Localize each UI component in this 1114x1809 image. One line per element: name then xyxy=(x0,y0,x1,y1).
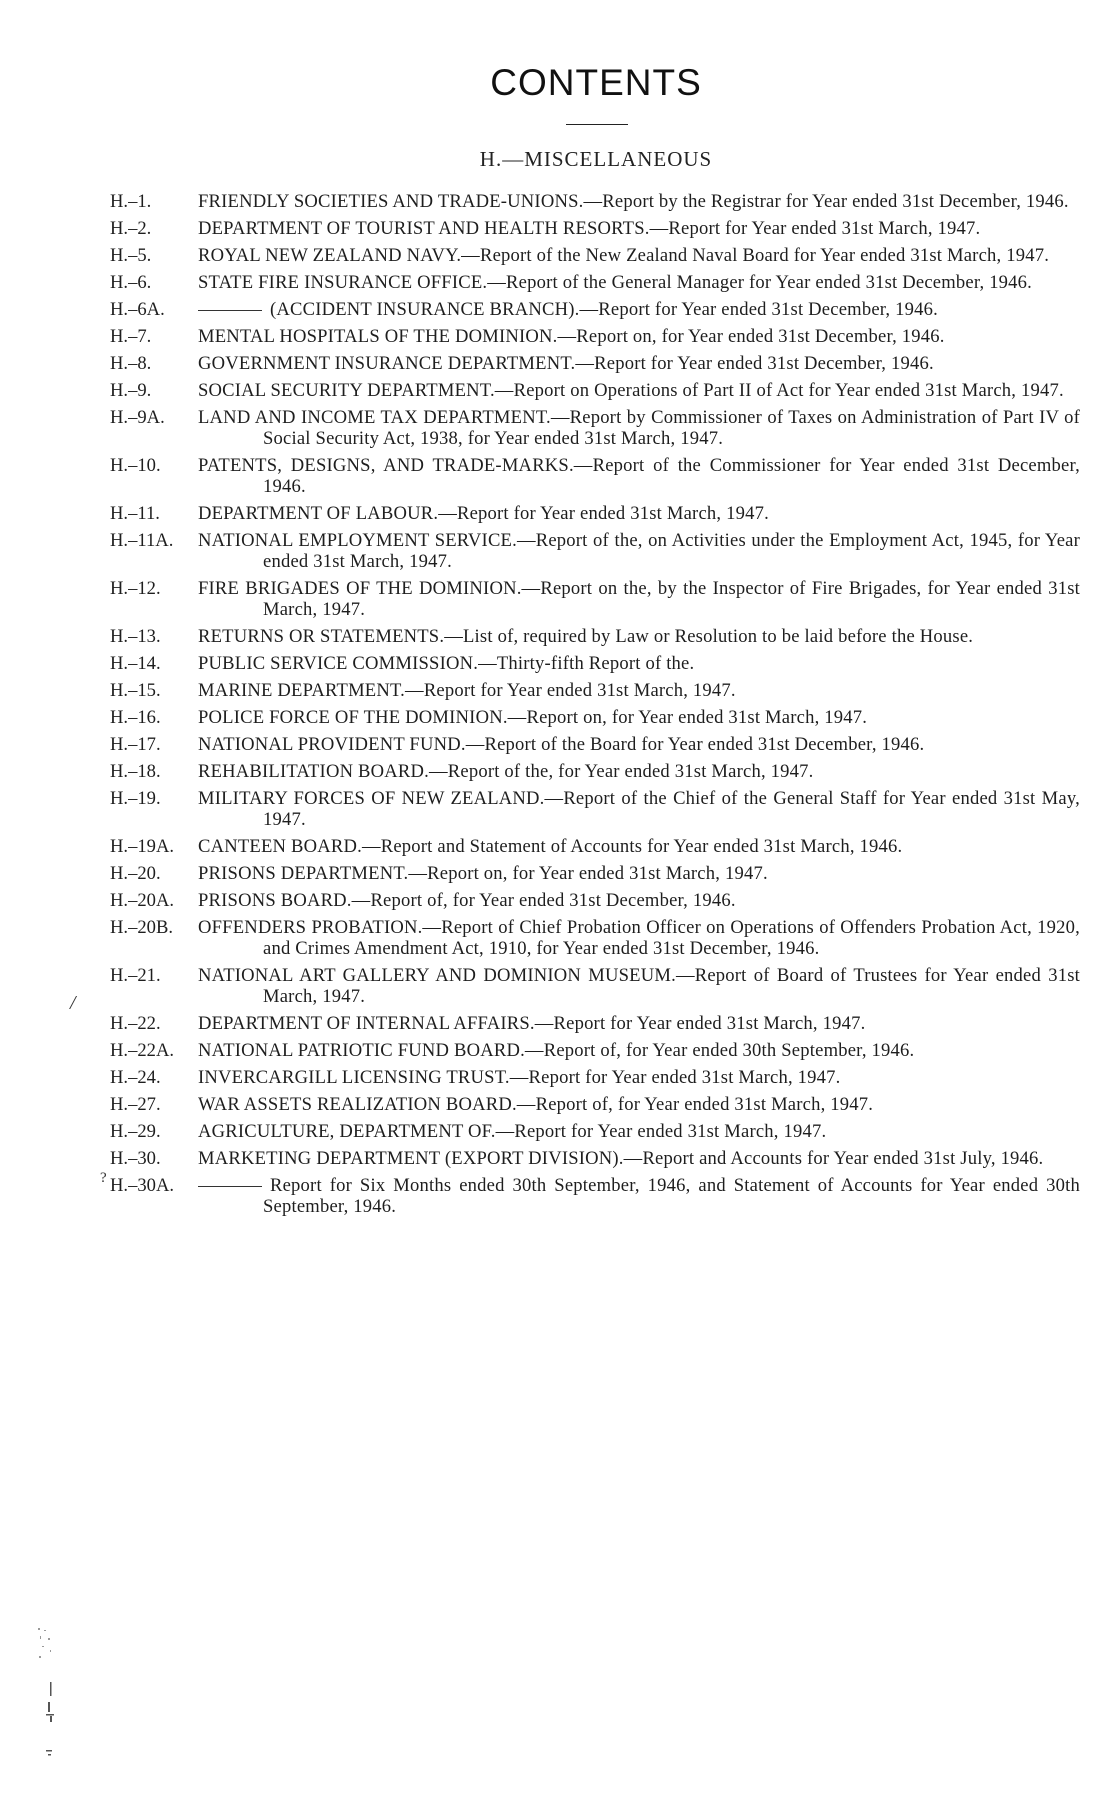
entry-code: H.–20B. xyxy=(110,917,174,938)
entry-body xyxy=(198,734,1080,755)
contents-entry xyxy=(0,863,1114,884)
entry-text: ROYAL NEW ZEALAND NAVY.—Report of the New Zealand Naval Board for Year ended 31st March, 1947. xyxy=(198,245,1050,266)
entry-text: MARKETING DEPARTMENT (EXPORT DIVISION).—Report and Accounts for Year ended 31st July, 1946. xyxy=(198,1148,1044,1169)
entry-code: H.–9A. xyxy=(110,407,165,428)
contents-entry xyxy=(0,353,1114,374)
entry-code: H.–5. xyxy=(110,245,152,266)
entry-code: H.–22A. xyxy=(110,1040,175,1061)
contents-entry xyxy=(0,578,1114,620)
entry-body xyxy=(198,1067,1080,1088)
entry-text: DEPARTMENT OF TOURIST AND HEALTH RESORTS.—Report for Year ended 31st March, 1947. xyxy=(198,218,981,239)
entry-body xyxy=(198,353,1080,374)
entry-text: DEPARTMENT OF INTERNAL AFFAIRS.—Report for Year ended 31st March, 1947. xyxy=(198,1013,866,1034)
entry-code: H.–22. xyxy=(110,1013,161,1034)
entry-body xyxy=(198,1148,1080,1169)
entry-code: H.–29. xyxy=(110,1121,161,1142)
section-heading: H.—MISCELLANEOUS xyxy=(479,147,713,171)
entry-body xyxy=(198,890,1080,911)
entry-body xyxy=(198,1094,1080,1115)
entry-text: PATENTS, DESIGNS, AND TRADE-MARKS.—Report of the Commissioner for Year ended 31st December, 1946. xyxy=(198,455,1080,497)
entry-code: H.–6. xyxy=(110,272,152,293)
entry-code: H.–7. xyxy=(110,326,152,347)
entry-body xyxy=(198,1121,1080,1142)
contents-entry xyxy=(0,1094,1114,1115)
entry-code: H.–30A. xyxy=(110,1175,175,1196)
entry-text: OFFENDERS PROBATION.—Report of Chief Probation Officer on Operations of Offenders Probation Act, 1920, and Crimes Amendment Act, 1910, for Year ended 31st December, 1946. xyxy=(198,917,1080,959)
entry-code: H.–21. xyxy=(110,965,161,986)
entry-body xyxy=(198,530,1080,572)
entry-code: H.–14. xyxy=(110,653,161,674)
contents-entry xyxy=(0,272,1114,293)
entry-text: INVERCARGILL LICENSING TRUST.—Report for Year ended 31st March, 1947. xyxy=(198,1067,841,1088)
contents-entry xyxy=(0,1175,1114,1217)
entry-code: H.–6A. xyxy=(110,299,165,320)
contents-entry xyxy=(0,626,1114,647)
entry-text: NATIONAL EMPLOYMENT SERVICE.—Report of the, on Activities under the Employment Act, 1945, for Year ended 31st March, 1947. xyxy=(198,530,1080,572)
entry-body xyxy=(198,1175,1080,1217)
contents-entry xyxy=(0,917,1114,959)
entry-body xyxy=(198,761,1080,782)
contents-entry xyxy=(0,218,1114,239)
entry-text: RETURNS OR STATEMENTS.—List of, required by Law or Resolution to be laid before the House. xyxy=(198,626,974,647)
entry-text: DEPARTMENT OF LABOUR.—Report for Year ended 31st March, 1947. xyxy=(198,503,769,524)
margin-mark-h20: ? xyxy=(100,1170,107,1186)
entry-text: GOVERNMENT INSURANCE DEPARTMENT.—Report for Year ended 31st December, 1946. xyxy=(198,353,934,374)
entry-text: AGRICULTURE, DEPARTMENT OF.—Report for Year ended 31st March, 1947. xyxy=(198,1121,827,1142)
contents-entry xyxy=(0,1121,1114,1142)
contents-entry xyxy=(0,326,1114,347)
entry-text: MILITARY FORCES OF NEW ZEALAND.—Report of the Chief of the General Staff for Year ended 31st May, 1947. xyxy=(198,788,1080,830)
entry-text: FIRE BRIGADES OF THE DOMINION.—Report on the, by the Inspector of Fire Brigades, for Year ended 31st March, 1947. xyxy=(198,578,1080,620)
entry-code: H.–24. xyxy=(110,1067,161,1088)
entry-text: LAND AND INCOME TAX DEPARTMENT.—Report by Commissioner of Taxes on Administration of Part IV of Social Security Act, 1938, for Year ended 31st March, 1947. xyxy=(198,407,1080,449)
entry-body xyxy=(198,407,1080,449)
page-title: CONTENTS xyxy=(490,62,702,103)
entry-text: SOCIAL SECURITY DEPARTMENT.—Report on Operations of Part II of Act for Year ended 31st March, 1947. xyxy=(198,380,1064,401)
entry-code: H.–19A. xyxy=(110,836,175,857)
contents-entry xyxy=(0,503,1114,524)
contents-entry xyxy=(0,380,1114,401)
entry-code: H.–11A. xyxy=(110,530,174,551)
contents-entry xyxy=(0,1148,1114,1169)
contents-entry xyxy=(0,707,1114,728)
entry-code: H.–2. xyxy=(110,218,152,239)
scan-specks xyxy=(36,1626,62,1766)
entry-code: H.–27. xyxy=(110,1094,161,1115)
entry-text: CANTEEN BOARD.—Report and Statement of Accounts for Year ended 31st March, 1946. xyxy=(198,836,903,857)
entry-code: H.–30. xyxy=(110,1148,161,1169)
entry-body xyxy=(198,863,1080,884)
entry-code: H.–10. xyxy=(110,455,161,476)
margin-mark-h16: / xyxy=(70,992,76,1014)
contents-entry xyxy=(0,734,1114,755)
contents-entry xyxy=(0,299,1114,320)
entry-code: H.–13. xyxy=(110,626,161,647)
entry-code: H.–15. xyxy=(110,680,161,701)
contents-entry xyxy=(0,890,1114,911)
entry-text: FRIENDLY SOCIETIES AND TRADE-UNIONS.—Report by the Registrar for Year ended 31st December, 1946. xyxy=(198,191,1069,212)
entry-body xyxy=(198,326,1080,347)
ditto-dash xyxy=(198,310,262,311)
title-rule xyxy=(566,124,628,125)
entry-code: H.–8. xyxy=(110,353,152,374)
entry-text: POLICE FORCE OF THE DOMINION.—Report on, for Year ended 31st March, 1947. xyxy=(198,707,868,728)
entry-body xyxy=(198,626,1080,647)
contents-list xyxy=(0,191,1114,1223)
entry-code: H.–17. xyxy=(110,734,161,755)
contents-entry xyxy=(0,1040,1114,1061)
entry-body xyxy=(198,917,1080,959)
entry-text: Report for Six Months ended 30th September, 1946, and Statement of Accounts for Year ended 30th September, 1946. xyxy=(263,1175,1080,1217)
contents-entry xyxy=(0,407,1114,449)
contents-entry xyxy=(0,530,1114,572)
entry-text: WAR ASSETS REALIZATION BOARD.—Report of, for Year ended 31st March, 1947. xyxy=(198,1094,874,1115)
entry-text: NATIONAL PATRIOTIC FUND BOARD.—Report of, for Year ended 30th September, 1946. xyxy=(198,1040,915,1061)
entry-body xyxy=(198,653,1080,674)
entry-body xyxy=(198,245,1080,266)
entry-text: REHABILITATION BOARD.—Report of the, for Year ended 31st March, 1947. xyxy=(198,761,814,782)
entry-text: STATE FIRE INSURANCE OFFICE.—Report of the General Manager for Year ended 31st December, 1946. xyxy=(198,272,1033,293)
contents-entry xyxy=(0,836,1114,857)
entry-text: NATIONAL ART GALLERY AND DOMINION MUSEUM.—Report of Board of Trustees for Year ended 31st March, 1947. xyxy=(198,965,1080,1007)
entry-code: H.–1. xyxy=(110,191,152,212)
entry-code: H.–12. xyxy=(110,578,161,599)
contents-entry xyxy=(0,245,1114,266)
entry-body xyxy=(198,299,1080,320)
entry-body xyxy=(198,707,1080,728)
entry-body xyxy=(198,680,1080,701)
entry-text: MENTAL HOSPITALS OF THE DOMINION.—Report on, for Year ended 31st December, 1946. xyxy=(198,326,945,347)
contents-entry xyxy=(0,965,1114,1007)
entry-body xyxy=(198,503,1080,524)
entry-text: PUBLIC SERVICE COMMISSION.—Thirty-fifth Report of the. xyxy=(198,653,695,674)
entry-body xyxy=(198,965,1080,1007)
entry-body xyxy=(198,191,1080,212)
entry-body xyxy=(198,836,1080,857)
entry-text: (ACCIDENT INSURANCE BRANCH).—Report for Year ended 31st December, 1946. xyxy=(270,299,938,320)
contents-entry xyxy=(0,761,1114,782)
entry-body xyxy=(198,272,1080,293)
contents-entry xyxy=(0,455,1114,497)
entry-code: H.–18. xyxy=(110,761,161,782)
entry-body xyxy=(198,455,1080,497)
entry-code: H.–11. xyxy=(110,503,160,524)
entry-code: H.–20. xyxy=(110,863,161,884)
contents-entry xyxy=(0,653,1114,674)
entry-body xyxy=(198,380,1080,401)
contents-entry xyxy=(0,788,1114,830)
entry-body xyxy=(198,788,1080,830)
entry-code: H.–20A. xyxy=(110,890,175,911)
ditto-dash xyxy=(198,1186,262,1187)
entry-text: PRISONS BOARD.—Report of, for Year ended 31st December, 1946. xyxy=(198,890,736,911)
contents-entry xyxy=(0,1013,1114,1034)
contents-entry xyxy=(0,680,1114,701)
entry-code: H.–16. xyxy=(110,707,161,728)
entry-text: MARINE DEPARTMENT.—Report for Year ended 31st March, 1947. xyxy=(198,680,736,701)
entry-code: H.–19. xyxy=(110,788,161,809)
contents-entry xyxy=(0,1067,1114,1088)
entry-body xyxy=(198,1040,1080,1061)
entry-body xyxy=(198,1013,1080,1034)
entry-text: NATIONAL PROVIDENT FUND.—Report of the Board for Year ended 31st December, 1946. xyxy=(198,734,925,755)
entry-body xyxy=(198,578,1080,620)
entry-body xyxy=(198,218,1080,239)
contents-entry xyxy=(0,191,1114,212)
entry-text: PRISONS DEPARTMENT.—Report on, for Year ended 31st March, 1947. xyxy=(198,863,768,884)
entry-code: H.–9. xyxy=(110,380,152,401)
